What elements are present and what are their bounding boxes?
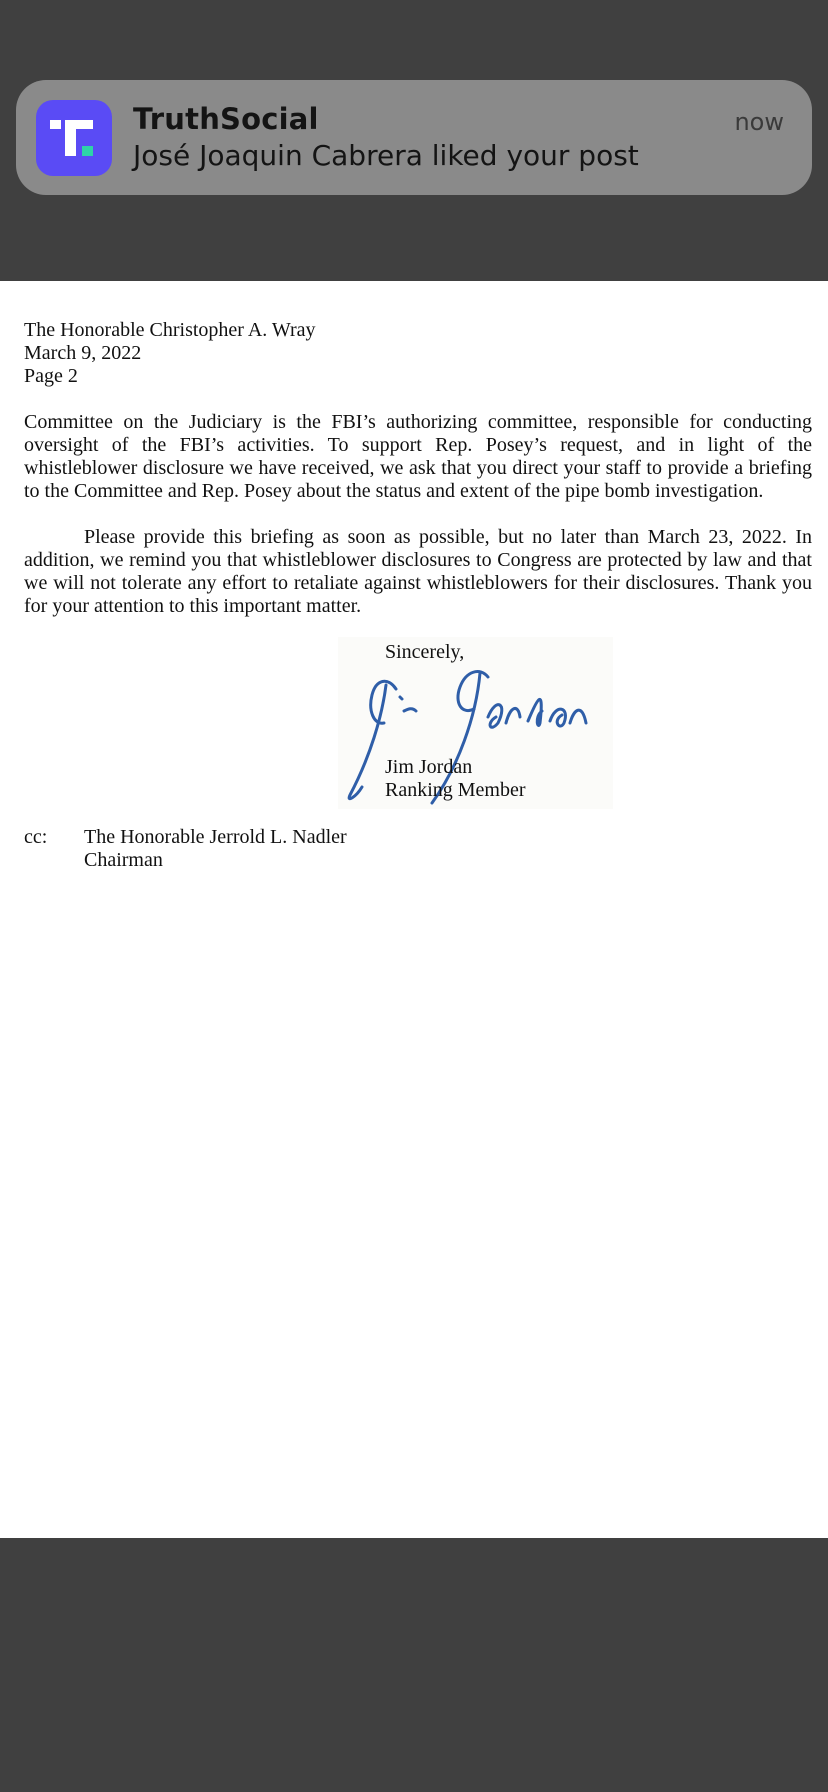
signer-name: Jim Jordan <box>385 756 473 778</box>
letter-date: March 9, 2022 <box>24 342 142 364</box>
signer-title: Ranking Member <box>385 779 526 801</box>
notification-banner[interactable] <box>16 80 812 195</box>
notification-time: now <box>734 108 784 136</box>
letter-closing: Sincerely, <box>385 641 465 663</box>
letter-addressee: The Honorable Christopher A. Wray <box>24 319 316 341</box>
cc-label: cc: <box>24 826 48 848</box>
letter-paragraph-1: Committee on the Judiciary is the FBI’s authorizing committee, responsible for conducting oversight of the FBI’s activities. To support Rep. Posey’s request, and in light of the whistleblower disclosure we have received, we ask that you direct your staff to provide a briefing to the Committee and Rep. Posey about the status and extent of the pipe bomb investigation. <box>24 411 812 502</box>
cc-title: Chairman <box>84 849 163 871</box>
letter-page-number: Page 2 <box>24 365 78 387</box>
truth-social-app-icon <box>36 100 112 176</box>
notification-app-name: TruthSocial <box>133 102 319 136</box>
cc-name: The Honorable Jerrold L. Nadler <box>84 826 347 848</box>
letter-document <box>0 281 828 1538</box>
notification-message: José Joaquin Cabrera liked your post <box>133 139 639 172</box>
letter-paragraph-2: Please provide this briefing as soon as possible, but no later than March 23, 2022. In addition, we remind you that whistleblower disclosures to Congress are protected by law and that we will not tolerate any effort to retaliate against whistleblowers for their disclosures. Thank you for your attention to this important matter. <box>24 526 812 617</box>
